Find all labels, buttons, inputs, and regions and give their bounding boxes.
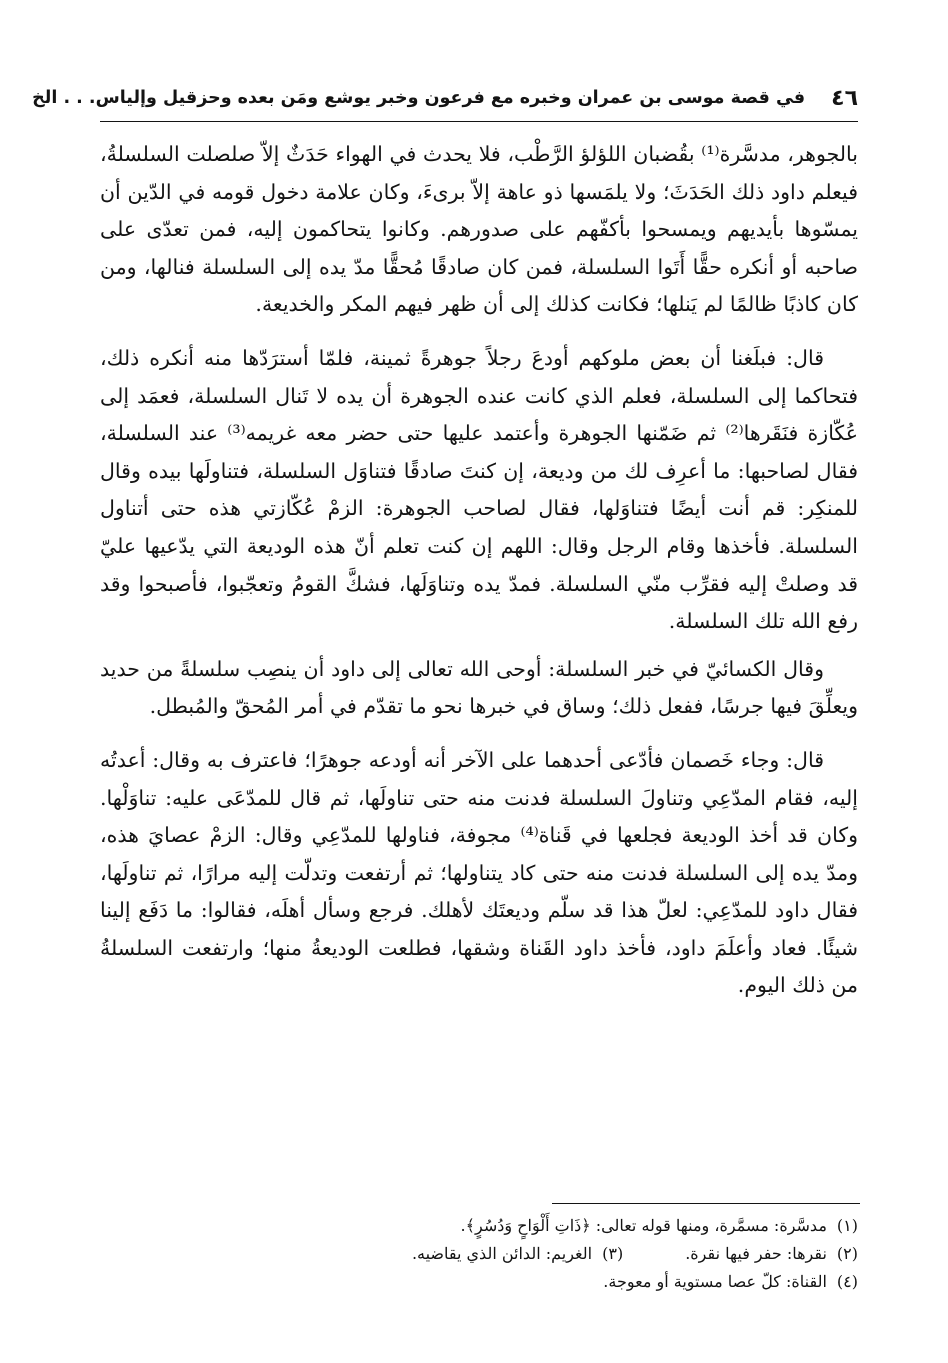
footnote-number: (٣) (602, 1244, 624, 1263)
footnote-number: (٤) (836, 1272, 858, 1291)
running-title: في قصة موسى بن عمران وخبره مع فرعون وخبر يوشع ومَن بعده وحزقيل وإلياس. . . الخ (32, 88, 806, 108)
footnote-number: (٢) (836, 1244, 858, 1263)
footnotes (100, 1214, 858, 1298)
header-divider (100, 121, 858, 122)
footnote-text: الغريم: الدائن الذي يقاضيه. (411, 1244, 593, 1263)
footnote-number: (١) (836, 1216, 858, 1235)
paragraph-2: قال: فبلَغنا أن بعض ملوكهم أودعَ رجلاً جوهرةً ثمينة، فلمّا أسترَدّها منه أنكره ذلك، فتحاكما إلى السلسلة، فعلم الذي كانت عنده الجوهرة أن يده لا تَنال السلسلة، فعمَد إلى عُكّازة فنَقَرها⁽²⁾ ثم ضَمّنها الجوهرة وأعتمد عليها حتى حضر معه غريمه⁽³⁾ عند السلسلة، فقال لصاحبها: ما أعرِف لك من وديعة، إن كنتَ صادقًا فتناوَل السلسلة، فتناولَها بيده وقال للمنكِر: قم أنت أيضًا فتناوَلها، فقال لصاحب الجوهرة: الزمْ عُكّازتي هذه حتى أتناول السلسلة. فأخذها وقام الرجل وقال: اللهم إن كنت تعلم أنّ هذه الوديعة التي يدّعيها عليّ قد وصلتْ إليه فقرِّب منّي السلسلة. فمدّ يده وتناوَلَها، فشكَّ القومُ وتعجّبوا، فأصبحوا وقد رفع الله تلك السلسلة. (100, 345, 858, 634)
paragraph-4: قال: وجاء خَصمان فأدّعى أحدهما على الآخر أنه أودعه جوهرًا؛ فاعترف به وقال: أعدتُه إليه، فقام المدّعِي وتناولَ السلسلة فدنت منه حتى تناولَها، ثم قال للمدّعَى عليه: تناوَلْها. وكان قد أخذ الوديعة فجلعها في قَناة⁽⁴⁾ مجوفة، فناولها للمدّعِي وقال: الزمْ عصايَ هذه، ومدّ يده إلى السلسلة فدنت منه حتى كاد يتناولها؛ ثم أرتفعت وتدلّت إليه مرارًا، ثم تناولَها، فقال داود للمدّعِي: لعلّ هذا قد سلّم وديعتَك لأهلك. فرجع وسأل أهلَه، فقالوا: ما دَفَع إلينا شيئًا. فعاد وأعلَمَ داود، فأخذ داود القَناة وشقها، فطلعت الوديعةُ منها؛ وارتفعت السلسلةُ من ذلك اليوم. (100, 747, 858, 998)
page-number: ٤٦ (831, 85, 858, 111)
footnote-text: القناة: كلّ عصا مستوية أو معوجة. (603, 1272, 827, 1291)
footnote-4 (100, 1270, 858, 1294)
footnote-text: مدسَّرة: مسمَّرة، ومنها قوله تعالى: ﴿ذَاتِ أَلْوَاحٍ وَدُسُرٍ﴾. (460, 1216, 827, 1235)
paragraph-1: بالجوهر، مدسَّرة⁽¹⁾ بقُضبان اللؤلؤ الرَّطْب، فلا يحدث في الهواء حَدَثٌ إلاّ صلصلت السلسلةُ، فيعلم داود ذلك الحَدَثَ؛ ولا يلمَسها ذو عاهة إلاّ برىءَ، وكان علامة دخول قومه في الدّين أن يمسّوها بأيديهم ويمسحوا بأكفّهم على صدورهم. وكانوا يتحاكمون إليه، فمن تعدّى على صاحبه أو أنكره حقًّا أَتَوا السلسلة، فمن كان صادقًا مُحقًّا مدّ يده إلى السلسلة فنالها، ومن كان كاذبًا ظالمًا لم يَنلها؛ فكانت كذلك إلى أن ظهر فيهم المكر والخديعة. (100, 142, 858, 317)
main-text (100, 136, 858, 1005)
footnote-text: نقرها: حفر فيها نقرة. (685, 1244, 827, 1263)
footnote-row-2-3 (100, 1242, 858, 1266)
footnote-divider (552, 1203, 860, 1204)
page-header (32, 78, 858, 118)
paragraph-3: وقال الكسائيّ في خبر السلسلة: أوحى الله تعالى إلى داود أن ينصِب سلسلةً من حديد ويعلِّقَ فيها جرسًا، ففعل ذلك؛ وساق في خبرها نحو ما تقدّم في أمر المُحقّ والمُبطل. (100, 656, 858, 719)
footnote-1 (100, 1214, 858, 1238)
